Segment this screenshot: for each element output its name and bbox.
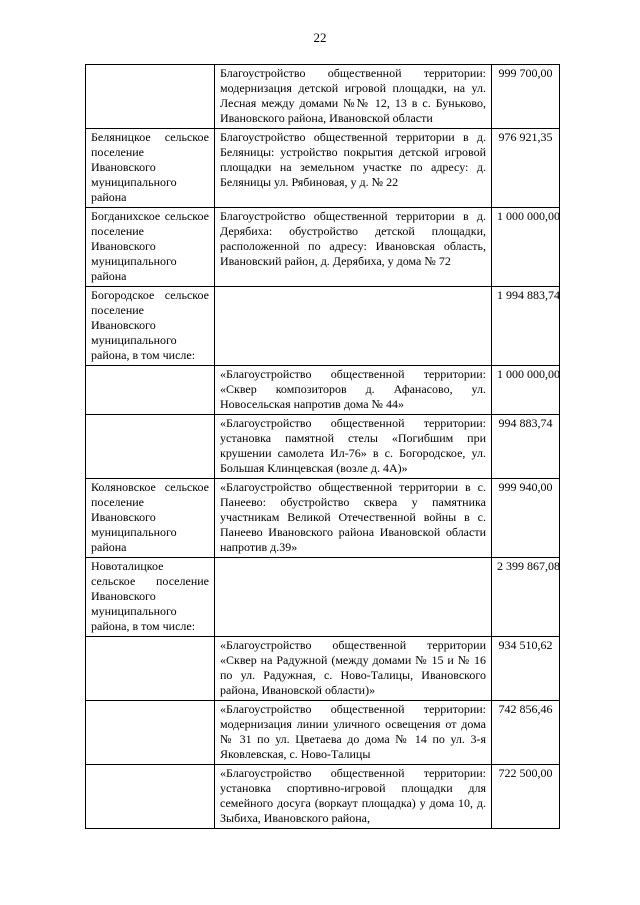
settlement-cell xyxy=(86,637,215,701)
table-row xyxy=(86,765,560,829)
settlement-cell xyxy=(86,765,215,829)
description-cell xyxy=(215,558,492,637)
table-row xyxy=(86,65,560,129)
settlement-cell xyxy=(86,701,215,765)
settlement-cell: Богородское сельское поселение Ивановского муниципального района, в том числе: xyxy=(86,287,215,366)
settlement-cell: Богданихское сельское поселение Ивановского муниципального района xyxy=(86,208,215,287)
description-cell: Благоустройство общественной территории: модернизация детской игровой площадки, на ул. Лесная между домами №№ 12, 13 в с. Буньково, Ивановского района, Ивановской области xyxy=(215,65,492,129)
table-row xyxy=(86,208,560,287)
amount-cell: 999 700,00 xyxy=(492,65,560,129)
amount-cell: 742 856,46 xyxy=(492,701,560,765)
amount-cell: 994 883,74 xyxy=(492,415,560,479)
page-number: 22 xyxy=(313,30,327,45)
description-cell: «Благоустройство общественной территории: установка спортивно-игровой площадки для семейного досуга (воркаут площадка) у дома 10, д. Зыбиха, Ивановского района, xyxy=(215,765,492,829)
table-row xyxy=(86,415,560,479)
amount-cell: 1 994 883,74 xyxy=(492,287,560,366)
table-row xyxy=(86,479,560,558)
table-row xyxy=(86,701,560,765)
description-cell: Благоустройство общественной территории в д. Беляницы: устройство покрытия детской игровой площадки на земельном участке по адресу: д. Беляницы ул. Рябиновая, у д. № 22 xyxy=(215,129,492,208)
table-row xyxy=(86,129,560,208)
amount-cell: 934 510,62 xyxy=(492,637,560,701)
budget-table xyxy=(85,64,560,829)
settlement-cell: Коляновское сельское поселение Ивановского муниципального района xyxy=(86,479,215,558)
amount-cell: 1 000 000,00 xyxy=(492,366,560,415)
amount-cell: 1 000 000,00 xyxy=(492,208,560,287)
settlement-cell: Беляницкое сельское поселение Ивановского муниципального района xyxy=(86,129,215,208)
description-cell: «Благоустройство общественной территории: установка памятной стелы «Погибшим при крушении самолета Ил-76» в с. Богородское, ул. Большая Клинцевская (возле д. 4А)» xyxy=(215,415,492,479)
table-row xyxy=(86,287,560,366)
table-row xyxy=(86,366,560,415)
description-cell: «Благоустройство общественной территории «Сквер на Радужной (между домами № 15 и № 16 по ул. Радужная, с. Ново-Талицы, Ивановского района, Ивановской области)» xyxy=(215,637,492,701)
table-row xyxy=(86,637,560,701)
amount-cell: 976 921,35 xyxy=(492,129,560,208)
amount-cell: 999 940,00 xyxy=(492,479,560,558)
description-cell: Благоустройство общественной территории в д. Дерябиха: обустройство детской площадки, расположенной по адресу: Ивановская область, Ивановский район, д. Дерябиха, у дома № 72 xyxy=(215,208,492,287)
settlement-cell xyxy=(86,366,215,415)
amount-cell: 722 500,00 xyxy=(492,765,560,829)
settlement-cell xyxy=(86,65,215,129)
description-cell: «Благоустройство общественной территории: «Сквер композиторов д. Афанасово, ул. Новосельская напротив дома № 44» xyxy=(215,366,492,415)
amount-cell: 2 399 867,08 xyxy=(492,558,560,637)
description-cell: «Благоустройство общественной территории в с. Панеево: обустройство сквера у памятника участникам Великой Отечественной войны в с. Панеево Ивановского района Ивановской области напротив д.39» xyxy=(215,479,492,558)
budget-table-body xyxy=(86,65,560,829)
description-cell: «Благоустройство общественной территории: модернизация линии уличного освещения от дома № 31 по ул. Цветаева до дома № 14 по ул. 3-я Яковлевская, с. Ново-Талицы xyxy=(215,701,492,765)
settlement-cell: Новоталицкое сельское поселение Ивановского муниципального района, в том числе: xyxy=(86,558,215,637)
settlement-cell xyxy=(86,415,215,479)
table-row xyxy=(86,558,560,637)
description-cell xyxy=(215,287,492,366)
